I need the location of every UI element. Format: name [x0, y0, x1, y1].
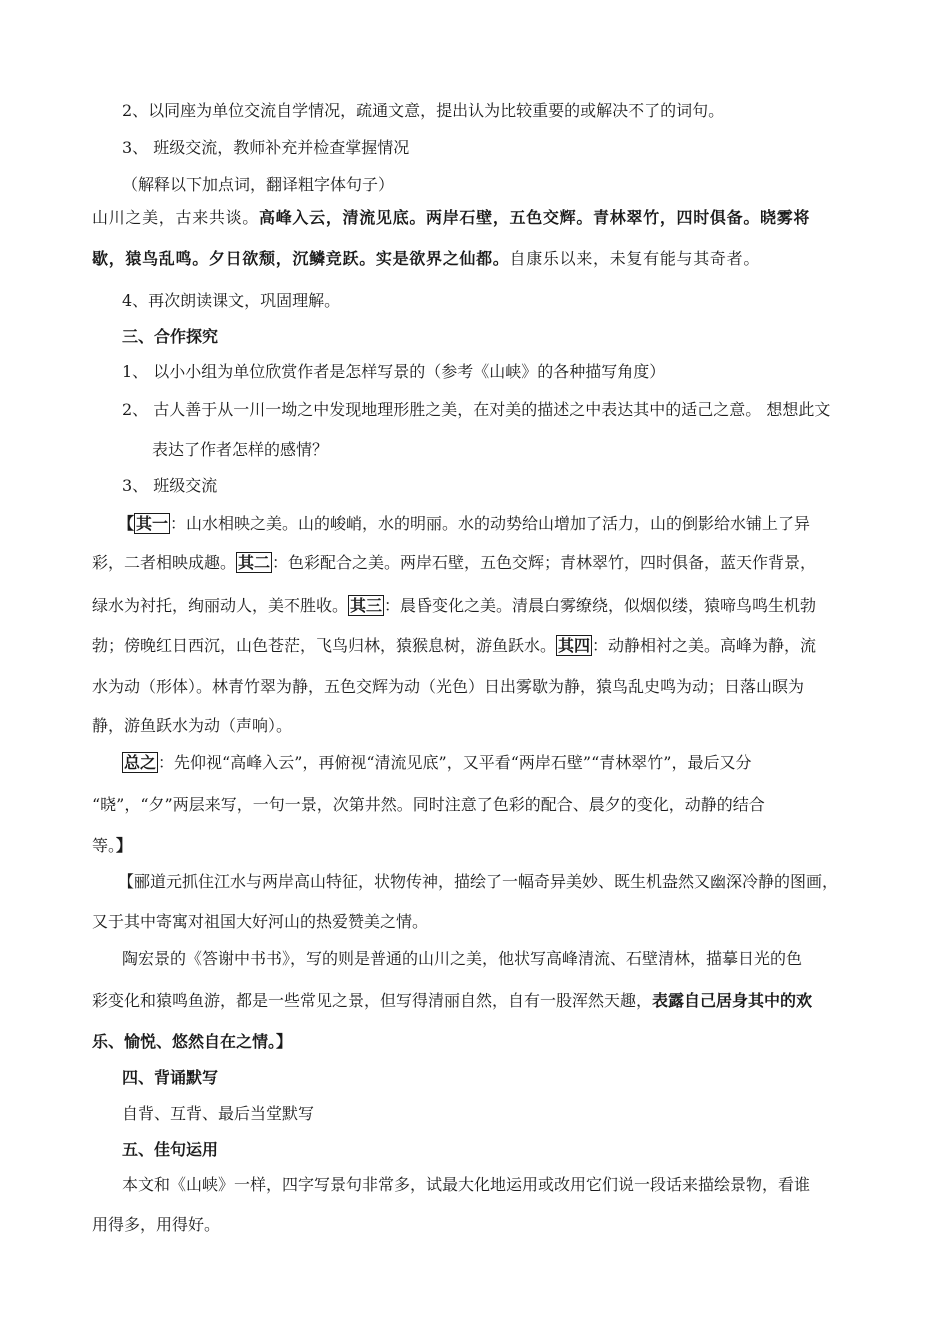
summary-line — [92, 836, 132, 856]
list-item: 2、 古人善于从一川一坳之中发现地理形胜之美，在对美的描述之中表达其中的适己之意。 想想此文 — [122, 400, 831, 419]
answer-text: 勃；傍晚红日西沉，山色苍茫，飞鸟归林，猿猴息树，游鱼跃水。 — [92, 636, 557, 655]
passage-text: 自康乐以来，未复有能与其奇者。 — [509, 249, 761, 268]
summary-line — [122, 753, 751, 773]
boxed-label: 其二 — [238, 553, 271, 572]
list-item: 3、 班级交流，教师补充并检查掌握情况 — [122, 138, 410, 157]
passage-text: 山川之美，古来共谈。 — [92, 208, 260, 227]
list-item: 4、再次朗读课文，巩固理解。 — [122, 291, 341, 310]
answer-text: ：动静相衬之美。高峰为静，流 — [592, 636, 817, 655]
answer-line: 水为动（形体）。林青竹翠为静，五色交辉为动（光色）日出雾歇为静，猿鸟乱史鸣为动；日落山暝为 — [92, 677, 805, 696]
summary-text: 等。 — [92, 836, 117, 855]
passage-bold-text: 高峰入云，清流见底。两岸石壁，五色交辉。青林翠竹，四时俱备。晓雾将 — [259, 208, 811, 227]
answer-text: ：晨昏变化之美。清晨白雾缭绕，似烟似缕，猿啼鸟鸣生机勃 — [384, 596, 817, 615]
answer-line — [92, 596, 816, 616]
passage-line — [92, 208, 810, 228]
boxed-label: 其四 — [558, 636, 591, 655]
bracket-close: 】 — [116, 836, 133, 855]
answer-text: ：山水相映之美。山的峻峭，水的明丽。水的动势给山增加了活力，山的倒影给水铺上了异 — [170, 514, 811, 533]
section-heading: 四、背诵默写 — [122, 1068, 219, 1087]
passage-line — [92, 249, 760, 269]
answer-line — [118, 514, 810, 534]
boxed-label: 其三 — [350, 596, 383, 615]
section-heading: 三、合作探究 — [122, 327, 219, 346]
comment-line — [92, 991, 812, 1011]
section-text: 用得多，用得好。 — [92, 1215, 221, 1234]
instruction-note: （解释以下加点词，翻译粗字体句子） — [122, 175, 395, 194]
answer-text: ：色彩配合之美。两岸石壁，五色交辉；青林翠竹，四时俱备，蓝天作背景， — [272, 553, 817, 572]
comment-line: 又于其中寄寓对祖国大好河山的热爱赞美之情。 — [92, 912, 429, 931]
list-item: 3、 班级交流 — [122, 476, 218, 495]
comment-text: 彩变化和猿鸣鱼游，都是一些常见之景，但写得清丽自然，自有一股浑然天趣， — [92, 991, 653, 1010]
section-text: 自背、互背、最后当堂默写 — [122, 1104, 315, 1123]
summary-text: ：先仰视“高峰入云”，再俯视“清流见底”，又平看“两岸石壁”“青林翠竹”，最后又分 — [158, 753, 752, 772]
answer-text: 绿水为衬托，绚丽动人，美不胜收。 — [92, 596, 349, 615]
comment-bold-text: 表露自己居身其中的欢 — [652, 991, 813, 1010]
section-heading: 五、佳句运用 — [122, 1140, 219, 1159]
answer-text: 彩，二者相映成趣。 — [92, 553, 237, 572]
answer-line: 静，游鱼跃水为动（声响）。 — [92, 716, 293, 735]
comment-line: 【郦道元抓住江水与两岸高山特征，状物传神，描绘了一幅奇异美妙、既生机盎然又幽深冷静的图画， — [118, 872, 839, 891]
answer-line — [92, 636, 816, 656]
list-item-continued: 表达了作者怎样的感情？ — [152, 440, 329, 459]
comment-line: 陶宏景的《答谢中书书》，写的则是普通的山川之美，他状写高峰清流、石壁清林，描摹日光的色 — [122, 949, 803, 968]
section-text: 本文和《山峡》一样，四字写景句非常多，试最大化地运用或改用它们说一段话来描绘景物，看谁 — [122, 1175, 811, 1194]
comment-line: 乐、愉悦、悠然自在之情。】 — [92, 1032, 293, 1051]
bracket-open: 【 — [118, 514, 135, 533]
summary-line: “晓”，“夕”两层来写，一句一景，次第井然。同时注意了色彩的配合、晨夕的变化，动静的结合 — [92, 795, 765, 814]
boxed-label: 总之 — [124, 753, 157, 772]
boxed-label: 其一 — [136, 514, 169, 533]
passage-bold-text: 歇，猿鸟乱鸣。夕日欲颓，沉鳞竞跃。实是欲界之仙都。 — [92, 249, 510, 268]
list-item: 2、以同座为单位交流自学情况，疏通文意，提出认为比较重要的或解决不了的词句。 — [122, 101, 725, 120]
answer-line — [92, 553, 816, 573]
list-item: 1、 以小小组为单位欣赏作者是怎样写景的（参考《山峡》的各种描写角度） — [122, 362, 666, 381]
